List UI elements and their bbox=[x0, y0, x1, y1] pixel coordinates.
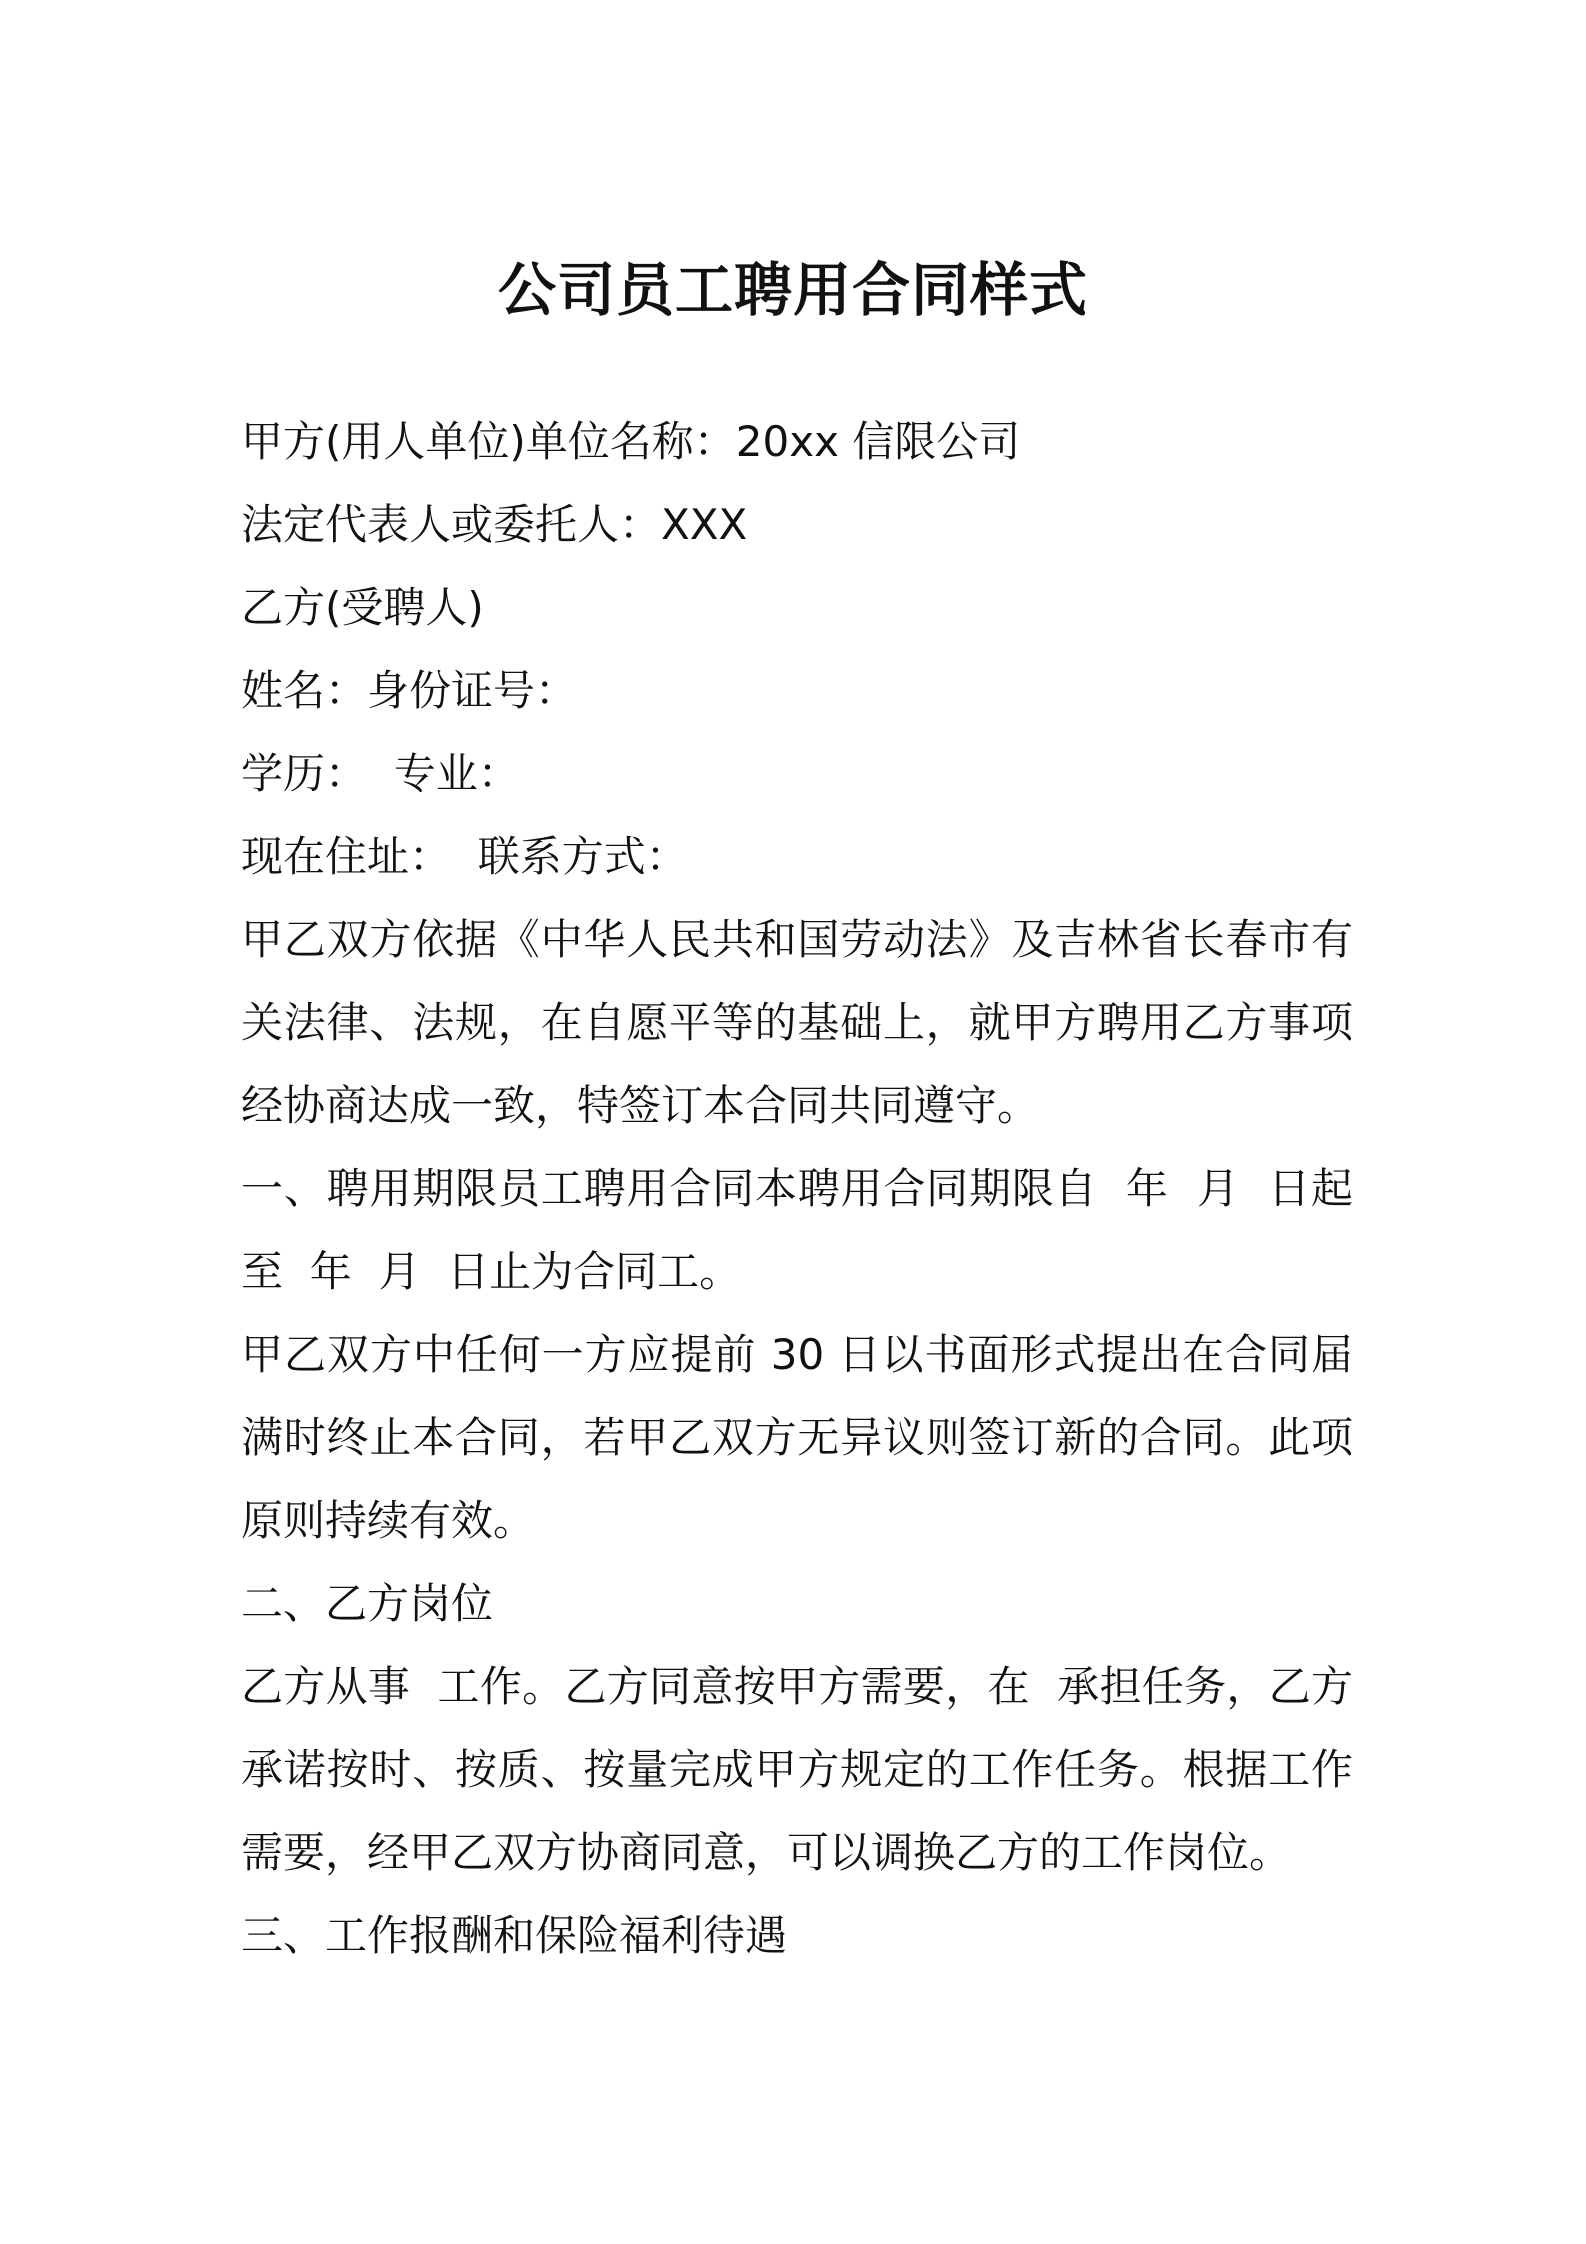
education-major-line: 学历： 专业： bbox=[241, 749, 520, 798]
term-paragraph: 一、聘用期限员工聘用合同本聘用合同期限自 年 月 日起至 年 月 日止为合同工。 bbox=[241, 1164, 1353, 1296]
document-title: 公司员工聘用合同样式 bbox=[497, 256, 1088, 324]
section-two-heading: 二、乙方岗位 bbox=[241, 1579, 494, 1628]
employee-heading-line: 乙方(受聘人) bbox=[241, 583, 484, 632]
section-three-heading: 三、工作报酬和保险福利待遇 bbox=[241, 1911, 788, 1960]
employer-name-line: 甲方(用人单位)单位名称：20xx 信限公司 bbox=[241, 417, 1021, 466]
preamble-paragraph: 甲乙双方依据《中华人民共和国劳动法》及吉林省长春市有关法律、法规，在自愿平等的基础上，就甲方聘用乙方事项经协商达成一致，特签订本合同共同遵守。 bbox=[241, 915, 1353, 1130]
legal-representative-line: 法定代表人或委托人：XXX bbox=[241, 500, 748, 549]
position-paragraph: 乙方从事 工作。乙方同意按甲方需要，在 承担任务，乙方承诺按时、按质、按量完成甲方规定的工作任务。根据工作需要，经甲乙双方协商同意，可以调换乙方的工作岗位。 bbox=[241, 1662, 1353, 1877]
renewal-paragraph: 甲乙双方中任何一方应提前 30 日以书面形式提出在合同届满时终止本合同，若甲乙双方无异议则签订新的合同。此项原则持续有效。 bbox=[241, 1330, 1353, 1545]
address-contact-line: 现在住址： 联系方式： bbox=[241, 832, 688, 881]
document-body bbox=[241, 400, 1353, 1977]
name-id-line: 姓名：身份证号： bbox=[241, 666, 578, 715]
